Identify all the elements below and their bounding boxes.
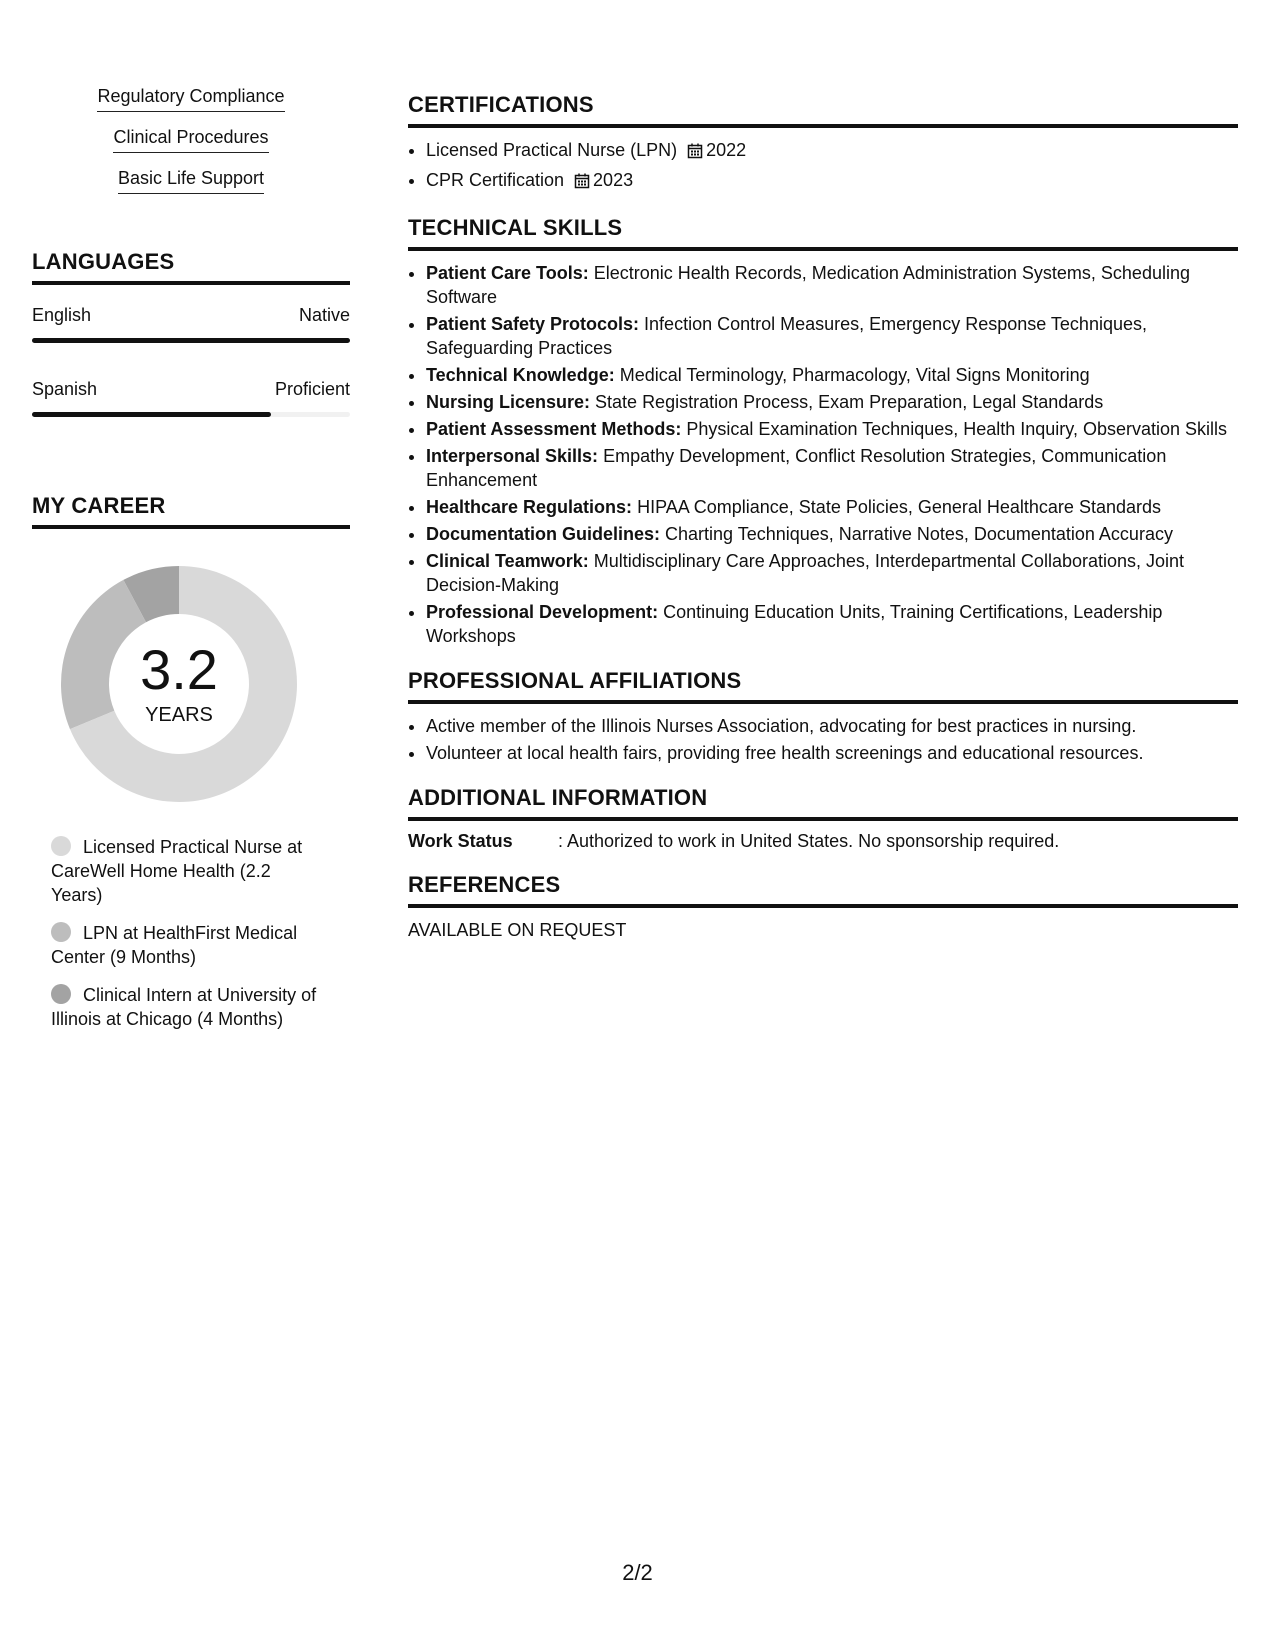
certification-item <box>426 138 1238 165</box>
legend-dot <box>51 922 71 942</box>
skill-details: Charting Techniques, Narrative Notes, Documentation Accuracy <box>660 524 1173 544</box>
technical-skills-title: TECHNICAL SKILLS <box>408 215 1238 251</box>
language-level: Native <box>298 305 350 325</box>
certification-name: CPR Certification <box>426 170 565 190</box>
language-bar-fill <box>32 412 271 417</box>
technical-skill-item <box>426 417 1238 441</box>
skill-category: Clinical Teamwork: <box>426 551 589 571</box>
language-bar <box>32 338 350 343</box>
skill-category: Nursing Licensure: <box>426 392 591 412</box>
skill-details: Physical Examination Techniques, Health Inquiry, Observation Skills <box>681 419 1228 439</box>
affiliation-item: • Active member of the Illinois Nurses Association, advocating for best practices in nursing. <box>426 714 1238 738</box>
language-level: Proficient <box>274 379 350 399</box>
skill-tag: Clinical Procedures <box>113 127 268 153</box>
skill-details: Multidisciplinary Care Approaches, Interdepartmental Collaborations, Joint Decision-Making <box>426 551 1185 595</box>
skill-category: Patient Safety Protocols: <box>426 314 640 334</box>
legend-label: LPN at HealthFirst Medical Center (9 Months) <box>51 923 298 967</box>
skill-category: Patient Assessment Methods: <box>426 419 682 439</box>
technical-skill-item <box>426 600 1238 648</box>
technical-skill-item <box>426 495 1238 519</box>
legend-item <box>51 983 321 1031</box>
legend-label: Clinical Intern at University of Illinois at Chicago (4 Months) <box>51 985 317 1029</box>
language-name: English <box>32 305 92 325</box>
technical-skill-item <box>426 549 1238 597</box>
affiliations-title: PROFESSIONAL AFFILIATIONS <box>408 668 1238 704</box>
right-column <box>408 92 1238 941</box>
skill-tag: Regulatory Compliance <box>97 86 284 112</box>
certification-year: 2023 <box>593 170 634 190</box>
technical-skill-item <box>426 363 1238 387</box>
technical-skills-list <box>408 261 1238 648</box>
certification-year: 2022 <box>706 140 747 160</box>
skill-tag: Basic Life Support <box>118 168 264 194</box>
technical-skill-item <box>426 444 1238 492</box>
languages-title: LANGUAGES <box>32 249 350 285</box>
skill-category: Patient Care Tools: <box>426 263 589 283</box>
affiliations-list <box>408 714 1238 765</box>
legend-item <box>51 921 321 969</box>
additional-info-title: ADDITIONAL INFORMATION <box>408 785 1238 821</box>
references-text: AVAILABLE ON REQUEST <box>408 920 627 940</box>
technical-skill-item <box>426 390 1238 414</box>
skill-details: State Registration Process, Exam Preparation, Legal Standards <box>590 392 1104 412</box>
skill-category: Professional Development: <box>426 602 659 622</box>
skill-category: Healthcare Regulations: <box>426 497 633 517</box>
calendar-icon <box>574 171 590 195</box>
language-item <box>32 305 350 343</box>
language-name: Spanish <box>32 379 98 399</box>
legend-dot <box>51 984 71 1004</box>
skill-details: Continuing Education Units, Training Certifications, Leadership Workshops <box>426 602 1163 646</box>
skill-category: Interpersonal Skills: <box>426 446 599 466</box>
affiliation-item: • Volunteer at local health fairs, providing free health screenings and educational resources. <box>426 741 1238 765</box>
certifications-title: CERTIFICATIONS <box>408 92 1238 128</box>
legend-label: Licensed Practical Nurse at CareWell Home Health (2.2 Years) <box>51 837 303 905</box>
language-item <box>32 379 350 417</box>
skill-details: Infection Control Measures, Emergency Response Techniques, Safeguarding Practices <box>426 314 1147 358</box>
career-total-value: 3.2 <box>140 637 218 701</box>
work-status-value: : Authorized to work in United States. No sponsorship required. <box>558 831 1060 851</box>
legend-dot <box>51 836 71 856</box>
language-bar-fill <box>32 338 350 343</box>
career-total-unit: YEARS <box>145 703 213 726</box>
skill-tags <box>32 86 350 209</box>
page-number: 2/2 <box>622 1560 653 1585</box>
certifications-list <box>408 138 1238 195</box>
work-status-row <box>408 831 1238 852</box>
left-column <box>32 86 350 1045</box>
skill-category: Technical Knowledge: <box>426 365 615 385</box>
language-bar <box>32 412 350 417</box>
work-status-label: Work Status <box>408 831 513 851</box>
technical-skill-item <box>426 522 1238 546</box>
references-title: REFERENCES <box>408 872 1238 908</box>
technical-skill-item <box>426 312 1238 360</box>
skill-category: Documentation Guidelines: <box>426 524 661 544</box>
certification-item <box>426 168 1238 195</box>
certification-name: Licensed Practical Nurse (LPN) <box>426 140 678 160</box>
skill-details: Electronic Health Records, Medication Administration Systems, Scheduling Software <box>426 263 1190 307</box>
calendar-icon <box>687 141 703 165</box>
skill-details: Medical Terminology, Pharmacology, Vital Signs Monitoring <box>614 365 1090 385</box>
technical-skill-item <box>426 261 1238 309</box>
legend-item <box>51 835 321 907</box>
career-donut-chart <box>54 559 304 809</box>
career-legend <box>51 835 321 1031</box>
skill-details: HIPAA Compliance, State Policies, General Healthcare Standards <box>632 497 1161 517</box>
career-title: MY CAREER <box>32 493 350 529</box>
skill-details: Empathy Development, Conflict Resolution Strategies, Communication Enhancement <box>426 446 1167 490</box>
